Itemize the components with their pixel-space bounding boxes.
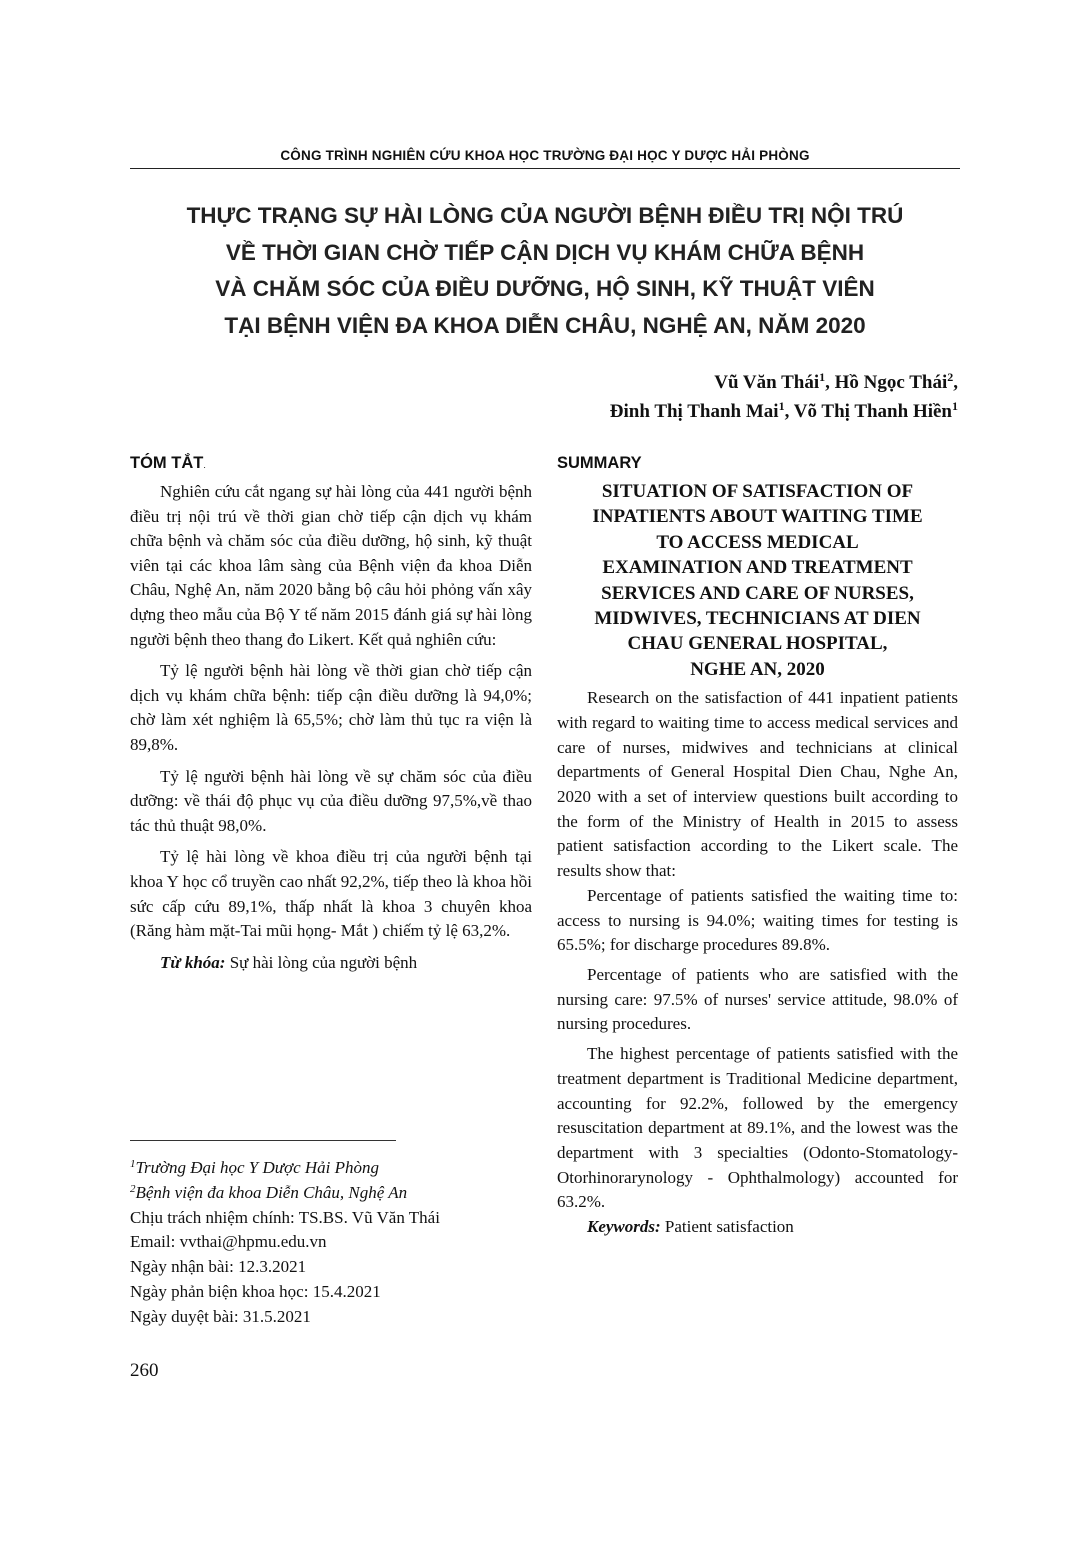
affiliation-note	[130, 1156, 550, 1181]
footnote-rule	[130, 1140, 396, 1141]
author-list	[610, 368, 958, 426]
author-name: Vũ Văn Thái	[714, 372, 820, 393]
english-title-line: SITUATION OF SATISFACTION OF	[601, 481, 914, 502]
review-date: Ngày phản biện khoa học: 15.4.2021	[130, 1281, 381, 1301]
title-line: VÀ CHĂM SÓC CỦA ĐIỀU DƯỠNG, HỘ SINH, KỸ THUẬT VIÊN	[215, 276, 875, 301]
keywords-line	[130, 951, 532, 976]
keywords-line	[557, 1215, 958, 1240]
author-affiliation-mark: 1	[952, 399, 958, 413]
email: Email: vvthai@hpmu.edu.vn	[130, 1232, 327, 1252]
abstract-heading: TÓM TẮT	[130, 454, 204, 472]
author-name: Hồ Ngọc Thái	[834, 372, 948, 393]
author-affiliation-mark: 1	[819, 370, 826, 384]
abstract-paragraph: Tỷ lệ hài lòng về khoa điều trị của người bệnh tại khoa Y học cổ truyền cao nhất 92,2%, tiếp theo là khoa hồi sức cấp cứu 89,1%, thấp nhất là khoa 3 chuyên khoa (Răng hàm mặt-Tai mũi họng- Mắt ) chiếm tỷ lệ 63,2%.	[130, 847, 532, 941]
author-separator: ,	[953, 372, 958, 393]
author-affiliation-mark: 1	[778, 399, 785, 413]
english-title-line: TO ACCESS MEDICAL	[656, 531, 859, 553]
abstract-vietnamese	[130, 450, 532, 982]
article-title	[110, 198, 980, 344]
keywords-text: Sự hài lòng của người bệnh	[229, 952, 418, 972]
summary-paragraph: Research on the satisfaction of 441 inpatient patients with regard to waiting time to access medical services and care of nurses, midwives and technicians at clinical departments of General Hospital Dien Chau, Nghe An, 2020 with a set of interview questions built according to the form of the Ministry of Health in 2015 to assess patient satisfaction according to the Likert scale. The results show that:	[557, 688, 958, 881]
author-separator: ,	[784, 401, 794, 422]
affiliation-number: 1	[130, 1158, 136, 1170]
author-affiliation-mark: 2	[947, 370, 954, 384]
english-title-line: NGHE AN, 2020	[690, 658, 825, 680]
header-rule	[130, 168, 960, 169]
accepted-date: Ngày duyệt bài: 31.5.2021	[130, 1306, 311, 1326]
corresponding-author: Chịu trách nhiệm chính: TS.BS. Vũ Văn Thái	[130, 1207, 440, 1227]
affiliation-text: Trường Đại học Y Dược Hải Phòng	[135, 1158, 380, 1177]
english-title	[557, 479, 958, 682]
english-title-line: INPATIENTS ABOUT WAITING TIME	[592, 506, 923, 528]
keywords-label: Từ khóa:	[160, 952, 226, 972]
english-title-line: CHAU GENERAL HOSPITAL,	[627, 633, 888, 655]
heading-mark: .	[203, 460, 206, 470]
summary-paragraph: The highest percentage of patients satisfied with the treatment department is Traditional Medicine department, accounting for 92.2%, followed by the emergency resuscitation department at 89.1%, and the lowest was the department with 3 specialties (Odonto-Stomatology- Otorhinorarynology - Ophthalmology) accounted for 63.2%.	[557, 1044, 958, 1212]
affiliation-text: Bệnh viện đa khoa Diễn Châu, Nghệ An	[135, 1182, 408, 1202]
title-line: THỰC TRẠNG SỰ HÀI LÒNG CỦA NGƯỜI BỆNH ĐIỀU TRỊ NỘI TRÚ	[186, 203, 904, 228]
running-head: CÔNG TRÌNH NGHIÊN CỨU KHOA HỌC TRƯỜNG ĐẠI HỌC Y DƯỢC HẢI PHÒNG	[280, 148, 810, 163]
abstract-english	[557, 450, 958, 1240]
footnotes	[130, 1156, 550, 1330]
author-name: Đinh Thị Thanh Mai	[609, 401, 779, 422]
english-title-line: EXAMINATION AND TREATMENT	[602, 557, 913, 579]
title-line: TẠI BỆNH VIỆN ĐA KHOA DIỄN CHÂU, NGHỆ AN, NĂM 2020	[224, 312, 866, 338]
received-date: Ngày nhận bài: 12.3.2021	[130, 1257, 307, 1277]
keywords-text: Patient satisfaction	[664, 1217, 794, 1237]
keywords-label: Keywords:	[587, 1217, 661, 1237]
english-title-line: SERVICES AND CARE OF NURSES,	[601, 582, 914, 604]
author-line	[610, 397, 958, 426]
author-name: Võ Thị Thanh Hiền	[793, 401, 952, 422]
page-number: 260	[130, 1360, 159, 1381]
affiliation-number: 2	[130, 1182, 136, 1195]
summary-heading: SUMMARY	[557, 454, 642, 472]
abstract-paragraph: Nghiên cứu cắt ngang sự hài lòng của 441 người bệnh điều trị nội trú về thời gian chờ tiếp cận dịch vụ khám chữa bệnh và chăm sóc của điều dưỡng, hộ sinh, kỹ thuật viên tại các khoa lâm sàng của Bệnh viện đa khoa Diễn Châu, Nghệ An, năm 2020 bằng bộ câu hỏi phỏng vấn xây dựng theo mẫu của Bộ Y tế năm 2015 đánh giá sự hài lòng người bệnh theo thang đo Likert. Kết quả nghiên cứu:	[130, 482, 532, 649]
english-title-line: MIDWIVES, TECHNICIANS AT DIEN	[594, 608, 921, 630]
title-line: VỀ THỜI GIAN CHỜ TIẾP CẬN DỊCH VỤ KHÁM CHỮA BỆNH	[225, 239, 865, 265]
author-line	[610, 368, 958, 397]
abstract-paragraph: Tỷ lệ người bệnh hài lòng về thời gian chờ tiếp cận dịch vụ khám chữa bệnh: tiếp cận điều dưỡng là 94,0%; chờ làm xét nghiệm là 65,5%; chờ làm thủ tục ra viện là 89,8%.	[130, 661, 532, 754]
affiliation-note	[130, 1181, 550, 1206]
summary-paragraph: Percentage of patients who are satisfied with the nursing care: 97.5% of nurses' service attitude, 98.0% of nursing procedures.	[557, 964, 958, 1034]
abstract-paragraph: Tỷ lệ người bệnh hài lòng về sự chăm sóc của điều dưỡng: về thái độ phục vụ của điều dưỡng 97,5%,về thao tác thủ thuật 98,0%.	[130, 766, 532, 835]
section-heading	[130, 450, 532, 478]
summary-paragraph: Percentage of patients satisfied the waiting time to: access to nursing is 94.0%; waiting times for testing is 65.5%; for discharge procedures 89.8%.	[557, 885, 958, 955]
author-separator: ,	[825, 372, 835, 393]
